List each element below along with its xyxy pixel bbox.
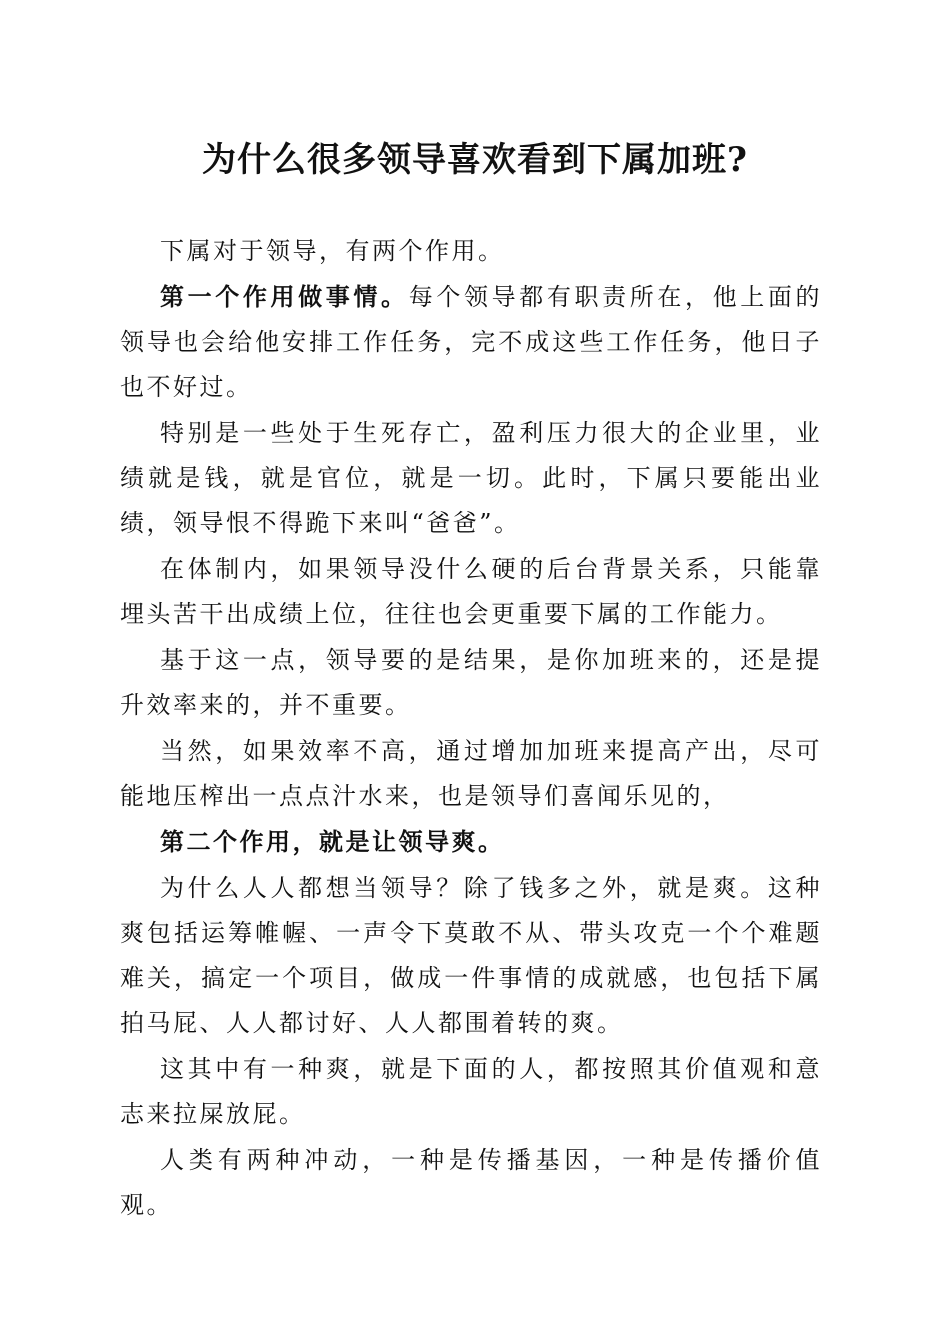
paragraph: [120, 274, 822, 410]
paragraph-text: 在体制内，如果领导没什么硬的后台背景关系，只能靠埋头苦干出成绩上位，往往也会更重要下属的工作能力。: [120, 555, 822, 628]
paragraph: [120, 1046, 822, 1137]
paragraph: [120, 728, 822, 819]
paragraph: [120, 410, 822, 546]
paragraph-text: 当然，如果效率不高，通过增加加班来提高产出，尽可能地压榨出一点点汁水来，也是领导们喜闻乐见的，: [120, 737, 822, 810]
paragraph: [120, 865, 822, 1046]
paragraph-text: 每个领导都有职责所在，他上面的领导也会给他安排工作任务，完不成这些工作任务，他日子也不好过。: [120, 283, 823, 401]
paragraph: [120, 546, 822, 637]
paragraph-text: 特别是一些处于生死存亡，盈利压力很大的企业里，业绩就是钱，就是官位，就是一切。此时，下属只要能出业绩，领导恨不得跪下来叫“爸爸”。: [120, 419, 822, 537]
paragraph-text: 为什么人人都想当领导？除了钱多之外，就是爽。这种爽包括运筹帷幄、一声令下莫敢不从、带头攻克一个个难题难关，搞定一个项目，做成一件事情的成就感，也包括下属拍马屁、人人都讨好、人人都围着转的爽。: [120, 874, 822, 1037]
paragraph-text: 这其中有一种爽，就是下面的人，都按照其价值观和意志来拉屎放屁。: [120, 1055, 822, 1128]
paragraph-text: 人类有两种冲动，一种是传播基因，一种是传播价值观。: [120, 1146, 822, 1219]
paragraph-text: 下属对于领导，有两个作用。: [160, 237, 505, 265]
paragraph-text: 基于这一点，领导要的是结果，是你加班来的，还是提升效率来的，并不重要。: [120, 646, 822, 719]
paragraph-lead: 第一个作用做事情。: [160, 282, 409, 311]
paragraph-lead: 第二个作用，就是让领导爽。: [160, 827, 505, 856]
document-body: [120, 228, 822, 1228]
document-title: 为什么很多领导喜欢看到下属加班?: [202, 140, 748, 180]
paragraph: [120, 228, 822, 274]
paragraph: [120, 637, 822, 728]
paragraph: [120, 1137, 822, 1228]
paragraph: [120, 819, 822, 865]
